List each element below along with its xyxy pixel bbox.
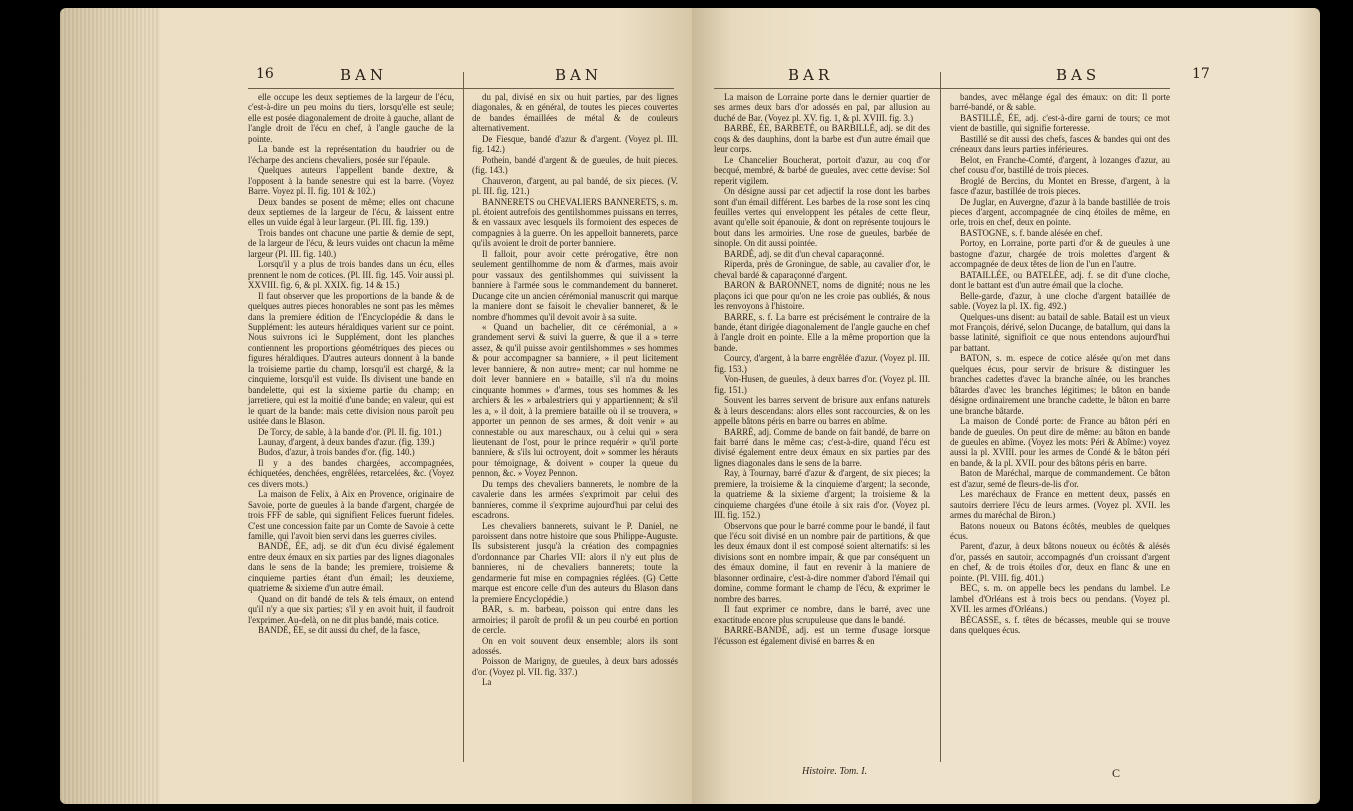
header-rule-left — [248, 88, 674, 89]
paragraph: Il falloit, pour avoir cette prérogative, être non seulement gentilhomme de nom & d'armes, mais avoir pour vassaux des gentilshommes qui suivissent la banniere à l'armée sous le commandement du banneret. Ducange cite un ancien cérémonial manuscrit qui marque la maniere dont se faisoit le chevalier banneret, & le nombre d'hommes qu'il devoit avoir à sa suite. — [472, 248, 678, 322]
running-head-right-col1: BAR — [788, 66, 834, 84]
paragraph: elle occupe les deux septiemes de la largeur de l'écu, c'est-à-dire un peu moins du tiers, lorsqu'elle est seule; elle est posée diagonalement de droite à gauche, allant de l'angle droit de l'écu en chef, à l'angle gauche de la pointe. — [248, 92, 454, 144]
paragraph: BASTILLÉ, ÉE, adj. c'est-à-dire garni de tours; ce mot vient de bastille, qui signifie forteresse. — [950, 112, 1170, 134]
paragraph: Lorsqu'il y a plus de trois bandes dans un écu, elles prennent le nom de cotices. (Pl. III. fig. 145. Voir aussi pl. XXVIII. fig. 6, & pl. XXIX. fig. 14 & 15.) — [248, 259, 454, 291]
column-divider-left — [463, 72, 464, 762]
paragraph: Observons que pour le barré comme pour le bandé, il faut que l'écu soit divisé en un nombre pair de partitions, & que les deux émaux dont il est composé soient alternatifs: si les divisions sont en nombre impair, & que par conséquent un des émaux domine, il faut en revenir à la maniere de blasonner ordinaire, c'est-à-dire nommer d'abord l'émail qui domine, comme formant le champ de l'écu, & exprimer le nombre des barres. — [714, 520, 930, 604]
footer-signature: Histoire. Tom. I. — [802, 766, 868, 777]
paragraph: Pothein, bandé d'argent & de gueules, de huit pieces. (fig. 143.) — [472, 154, 678, 176]
paragraph: BARON & BARONNET, noms de dignité; nous ne les plaçons ici que pour qu'on ne les croie pas oubliés, & nous les renvoyons à l'histoire. — [714, 280, 930, 312]
paragraph: Il faut observer que les proportions de la bande & de quelques autres pieces honorables ne sont pas les mêmes dans la premiere édition de l'Encyclopédie & dans le Supplément: les auteurs héraldiques varient sur ce point. Nous suivrons ici le Supplément, dont les planches contiennent les proportions géométriques des pieces ou figures héraldiques. D'autres auteurs donnent à la bande la troisieme partie du champ, lorsqu'il est chargé, & la cinquieme, lorsqu'il est vuide. Ils divisent une bande en bandelette, qui est la sixieme partie du champ; en jarretiere, qui est la moitié d'une bande; en valeur, qui est le quart de la bande: mais cette division nous paroît peu usitée dans le Blason. — [248, 290, 454, 427]
right-page-column-2 — [950, 92, 1170, 636]
paragraph: On désigne aussi par cet adjectif la rose dont les barbes sont d'un émail différent. Les barbes de la rose sont les cinq feuilles vertes qui enveloppent les pétales de cette fleur, avant qu'elle soit épanouie, & dont on représente toujours le bout dans les armoiries. Une rose de gueules, barbée de sinople. On dit aussi pointée. — [714, 186, 930, 249]
running-head-right-col2: BAS — [1056, 66, 1101, 84]
paragraph: Belot, en Franche-Comté, d'argent, à lozanges d'azur, au chef cousu d'or, bastillé de trois pieces. — [950, 154, 1170, 176]
paragraph: BARDÉ, adj. se dit d'un cheval caparaçonné. — [724, 248, 885, 259]
page-edges — [60, 8, 160, 804]
paragraph: Bastillé se dit aussi des chefs, fasces & bandes qui ont des créneaux dans leurs parties inférieures. — [950, 133, 1170, 155]
paragraph: De Juglar, en Auvergne, d'azur à la bande bastillée de trois pieces d'argent, accompagnée de cinq étoiles de même, en orle, trois en chef, deux en pointe. — [950, 196, 1170, 228]
paragraph: Parent, d'azur, à deux bâtons noueux ou écôtés & alésés d'or, passés en sautoir, accompagnés d'un croissant d'argent en chef, & de trois étoiles d'or, deux en flanc & une en pointe. (Pl. VIII. fig. 401.) — [950, 541, 1170, 583]
paragraph: La maison de Lorraine porte dans le dernier quartier de ses armes deux bars d'or adossés en pal, par allusion au duché de Bar. (Voyez pl. XV. fig. 1, & pl. XVIII. fig. 3.) — [714, 92, 930, 123]
left-page-column-2 — [472, 92, 678, 688]
paragraph: Von-Husen, de gueules, à deux barres d'or. (Voyez pl. III. fig. 151.) — [714, 374, 930, 395]
paragraph: Du temps des chevaliers bannerets, le nombre de la cavalerie dans les armées s'exprimoit par celui des bannieres, comme il s'exprime aujourd'hui par celui des escadrons. — [472, 478, 678, 521]
page-number-right: 17 — [1192, 66, 1210, 82]
paragraph: Il y a des bandes chargées, accompagnées, échiquetées, denchées, engrêlées, retarcelées, &c. (Voyez ces divers mots.) — [248, 457, 454, 489]
paragraph: De Fiesque, bandé d'azur & d'argent. (Voyez pl. III. fig. 142.) — [472, 133, 678, 155]
right-page — [692, 8, 1320, 804]
paragraph: bandes, avec mêlange égal des émaux: on dit: Il porte barré-bandé, or & sable. — [950, 92, 1170, 113]
paragraph: BARRE-BANDÉ, adj. est un terme d'usage lorsque l'écusson est également divisé en barres & en — [714, 625, 930, 646]
left-page-column-1 — [248, 92, 454, 636]
paragraph: BANNERETS ou CHEVALIERS BANNERETS, s. m. pl. étoient autrefois des gentilshommes puissans en terres, & en vassaux avec lesquels ils formoient des especes de compagnies à la guerre. On les appelloit bannerets, parce qu'ils avoient le droit de porter banniere. — [472, 196, 678, 249]
paragraph: Baton de Maréchal, marque de commandement. Ce bâton est d'azur, semé de fleurs-de-lis d'or. — [950, 468, 1170, 489]
paragraph: du pal, divisé en six ou huit parties, par des lignes diagonales, & en général, de toutes les pieces couvertes de bandes émaillées de métal & de couleurs alternativement. — [472, 92, 678, 134]
page-number-left: 16 — [256, 66, 274, 82]
paragraph: La maison de Felix, à Aix en Provence, originaire de Savoie, porte de gueules à la bande d'argent, chargée de trois FFF de sable, qui signifient Felices fuerunt fideles. C'est une concession faite par un Comte de Savoie à cette famille, qui l'avoit bien servi dans les guerres civiles. — [248, 489, 454, 542]
paragraph: La bande est la représentation du baudrier ou de l'écharpe des anciens chevaliers, posée sur l'épaule. — [248, 144, 454, 165]
paragraph: Chauveron, d'argent, au pal bandé, de six pieces. (V. pl. III. fig. 121.) — [472, 175, 678, 197]
paragraph: BANDÉ, ÉE, se dit aussi du chef, de la fasce, — [258, 625, 420, 636]
left-page — [60, 8, 692, 804]
paragraph: BAR, s. m. barbeau, poisson qui entre dans les armoiries; il paroît de profil & un peu courbé en portion de cercle. — [472, 604, 678, 636]
running-head-left-col2: BAN — [555, 66, 602, 84]
paragraph: BEC, s. m. on appelle becs les pendans du lambel. Le lambel d'Orléans est à trois becs ou pendans. (Voyez pl. XVII. les armes d'Orléans.) — [950, 583, 1170, 615]
column-divider-right — [940, 72, 941, 762]
paragraph: Poisson de Marigny, de gueules, à deux bars adossés d'or. (Voyez pl. VII. fig. 337.) — [472, 656, 678, 677]
paragraph: Souvent les barres servent de brisure aux enfans naturels & à leurs descendans: alors elles sont raccourcies, & on les appelle bâtons péris en barre ou barres en abîme. — [714, 395, 930, 427]
paragraph: BANDÉ, ÉE, adj. se dit d'un écu divisé également entre deux émaux en six parties par des lignes diagonales dans le sens de la bande; les premiere, troisieme & cinquieme parties étant d'un émail; les deuxieme, quatrieme & sixieme d'un autre émail. — [248, 541, 454, 594]
paragraph: Les chevaliers bannerets, suivant le P. Daniel, ne paroissent dans notre histoire que sous Philippe-Auguste. Ils subsisterent jusqu'à la création des compagnies d'ordonnance par Charles VII: alors il n'y eut plus de bannieres, ni de chevaliers bannerets; toute la gendarmerie fut mise en compagnies réglées. (G) Cette marque est encore celle d'un des auteurs du Blason dans la premiere Encyclopédie.) — [472, 520, 678, 604]
paragraph: Il faut exprimer ce nombre, dans le barré, avec une exactitude encore plus scrupuleuse que dans le bandé. — [714, 604, 930, 625]
footer-gathering-mark: C — [1112, 766, 1121, 780]
paragraph: Quelques-uns disent: au batail de sable. Batail est un vieux mot François, dérivé, selon Ducange, de batallum, qui dans la basse latinité, signifioit ce que nous entendons aujourd'hui par battant. — [950, 311, 1170, 353]
paragraph: BARRE, s. f. La barre est précisément le contraire de la bande, étant dirigée diagonalement de l'angle gauche en chef à l'angle droit en pointe. Elle a la même proportion que la bande. — [714, 311, 930, 353]
paragraph: BASTOGNE, s. f. bande alésée en chef. — [960, 227, 1103, 238]
paragraph: « Quand un bachelier, dit ce cérémonial, a » grandement servi & suivi la guerre, & que il a » terre assez, & qu'il puisse avoir gentilshommes » ses hommes & pour accompagner sa banniere, » il peut licitement lever banniere, & non autre» ment; car nul homme ne doit lever banniere en » bataille, s'il n'a du moins cinquante hommes » d'armes, tous ses hommes & les archiers & les » arbalestriers qui y appartiennent; & s'il les a, » il doit, à la premiere bataille où il se trouvera, » apporter un pennon de ses armes, & doit venir » au connestable ou aux mareschaux, ou à celui qui » sera lieutenant de l'ost, pour le prince requérir » qu'il porte banniere, & s'ils lui octroyent, doit » sommer les hérauts pour témoignage, & doivent » couper la queue du pennon, &c. » Voyez Pennon. — [472, 321, 678, 479]
paragraph: Budos, d'azur, à trois bandes d'or. (fig. 140.) — [258, 447, 415, 458]
running-head-left-col1: BAN — [340, 66, 387, 84]
open-book — [60, 8, 1320, 804]
paragraph: Courcy, d'argent, à la barre engrêlée d'azur. (Voyez pl. III. fig. 153.) — [714, 353, 930, 374]
paragraph: Portoy, en Lorraine, porte parti d'or & de gueules à une bastogne d'azur, chargée de trois molettes d'argent & accompagnée de deux têtes de lion de l'un en l'autre. — [950, 238, 1170, 270]
right-page-column-1 — [714, 92, 930, 646]
paragraph: BÉCASSE, s. f. têtes de bécasses, meuble qui se trouve dans quelques écus. — [950, 614, 1170, 636]
paragraph: Ray, à Tournay, barré d'azur & d'argent, de six pieces; la premiere, la troisieme & la cinquieme d'argent; la seconde, la quatrieme & la sixieme d'argent; la troisieme & la cinquieme chargées d'une étoile à six rais d'or. (Voyez pl. III. fig. 152.) — [714, 468, 930, 521]
paragraph: La maison de Condé porte: de France au bâton péri en bande de gueules. On peut dire de même: au bâton en bande de gueules en abîme. (Voyez les mots: Péri & Abîme:) voyez aussi la pl. XVIII. pour les armes de Condé & le bâton péri en bande, & la pl. XVII. pour des bâtons péris en barre. — [950, 416, 1170, 468]
paragraph: BATAILLÉE, ou BATELÉE, adj. f. se dit d'une cloche, dont le battant est d'un autre émail que la cloche. — [950, 269, 1170, 291]
paragraph: Quelques auteurs l'appellent bande dextre, & l'opposent à la bande senestre qui est la barre. (Voyez Barre. Voyez pl. II. fig. 101 & 102.) — [248, 165, 454, 197]
paragraph: Riperda, près de Groningue, de sable, au cavalier d'or, le cheval bardé & caparaçonné d'argent. — [714, 259, 930, 280]
paragraph: Le Chancelier Boucherat, portoit d'azur, au coq d'or becqué, membré, & barbé de gueules, avec cette devise: Sol reperit vigilem. — [714, 154, 930, 186]
paragraph: De Torcy, de sable, à la bande d'or. (Pl. II. fig. 101.) — [258, 426, 442, 437]
paragraph: BARBÉ, ÉE, BARBETÉ, ou BARBILLÉ, adj. se dit des coqs & des dauphins, dont la barbe est d'un autre émail que leur corps. — [714, 123, 930, 155]
header-rule-right — [714, 88, 1170, 89]
paragraph: Batons noueux ou Batons écôtés, meubles de quelques écus. — [950, 520, 1170, 542]
paragraph: Deux bandes se posent de même; elles ont chacune deux septiemes de la largeur de l'écu, & laissent entre elles un vuide égal à leur largeur. (Pl. III. fig. 139.) — [248, 196, 454, 228]
paragraph: Les maréchaux de France en mettent deux, passés en sautoirs derriere l'écu de leurs armes. (Voyez pl. XVII. les armes du maréchal de Biron.) — [950, 489, 1170, 521]
paragraph: BARRÉ, adj. Comme de bande on fait bandé, de barre on fait barré dans le même cas; c'est-à-dire, quand l'écu est divisé également entre deux émaux en six parties par des lignes diagonales dans le sens de la barre. — [714, 426, 930, 468]
paragraph: La — [482, 677, 492, 688]
paragraph: On en voit souvent deux ensemble; alors ils sont adossés. — [472, 635, 678, 657]
paragraph: Broglé de Bercins, du Montet en Bresse, d'argent, à la fasce d'azur, bastillée de trois pieces. — [950, 175, 1170, 197]
paragraph: BATON, s. m. espece de cotice alésée qu'on met dans quelques écus, pour servir de brisure & distinguer les branches cadettes d'avec la branche aînée, ou les branches bâtardes d'avec les branches légitimes; le bâton en bande désigne ordinairement une branche cadette, le bâton en barre une branche bâtarde. — [950, 353, 1170, 416]
paragraph: Quand on dit bandé de tels & tels émaux, on entend qu'il n'y a que six parties; s'il y en avoit huit, il faudroit l'exprimer. Au-delà, on ne dit plus bandé, mais cotice. — [248, 593, 454, 625]
paragraph: Launay, d'argent, à deux bandes d'azur. (fig. 139.) — [258, 436, 435, 447]
paragraph: Trois bandes ont chacune une partie & demie de sept, de la largeur de l'écu, & leurs vuides ont chacun la même largeur (Pl. III. fig. 140.) — [248, 227, 454, 259]
paragraph: Belle-garde, d'azur, à une cloche d'argent bataillée de sable. (Voyez la pl. IX. fig. 492.) — [950, 290, 1170, 312]
